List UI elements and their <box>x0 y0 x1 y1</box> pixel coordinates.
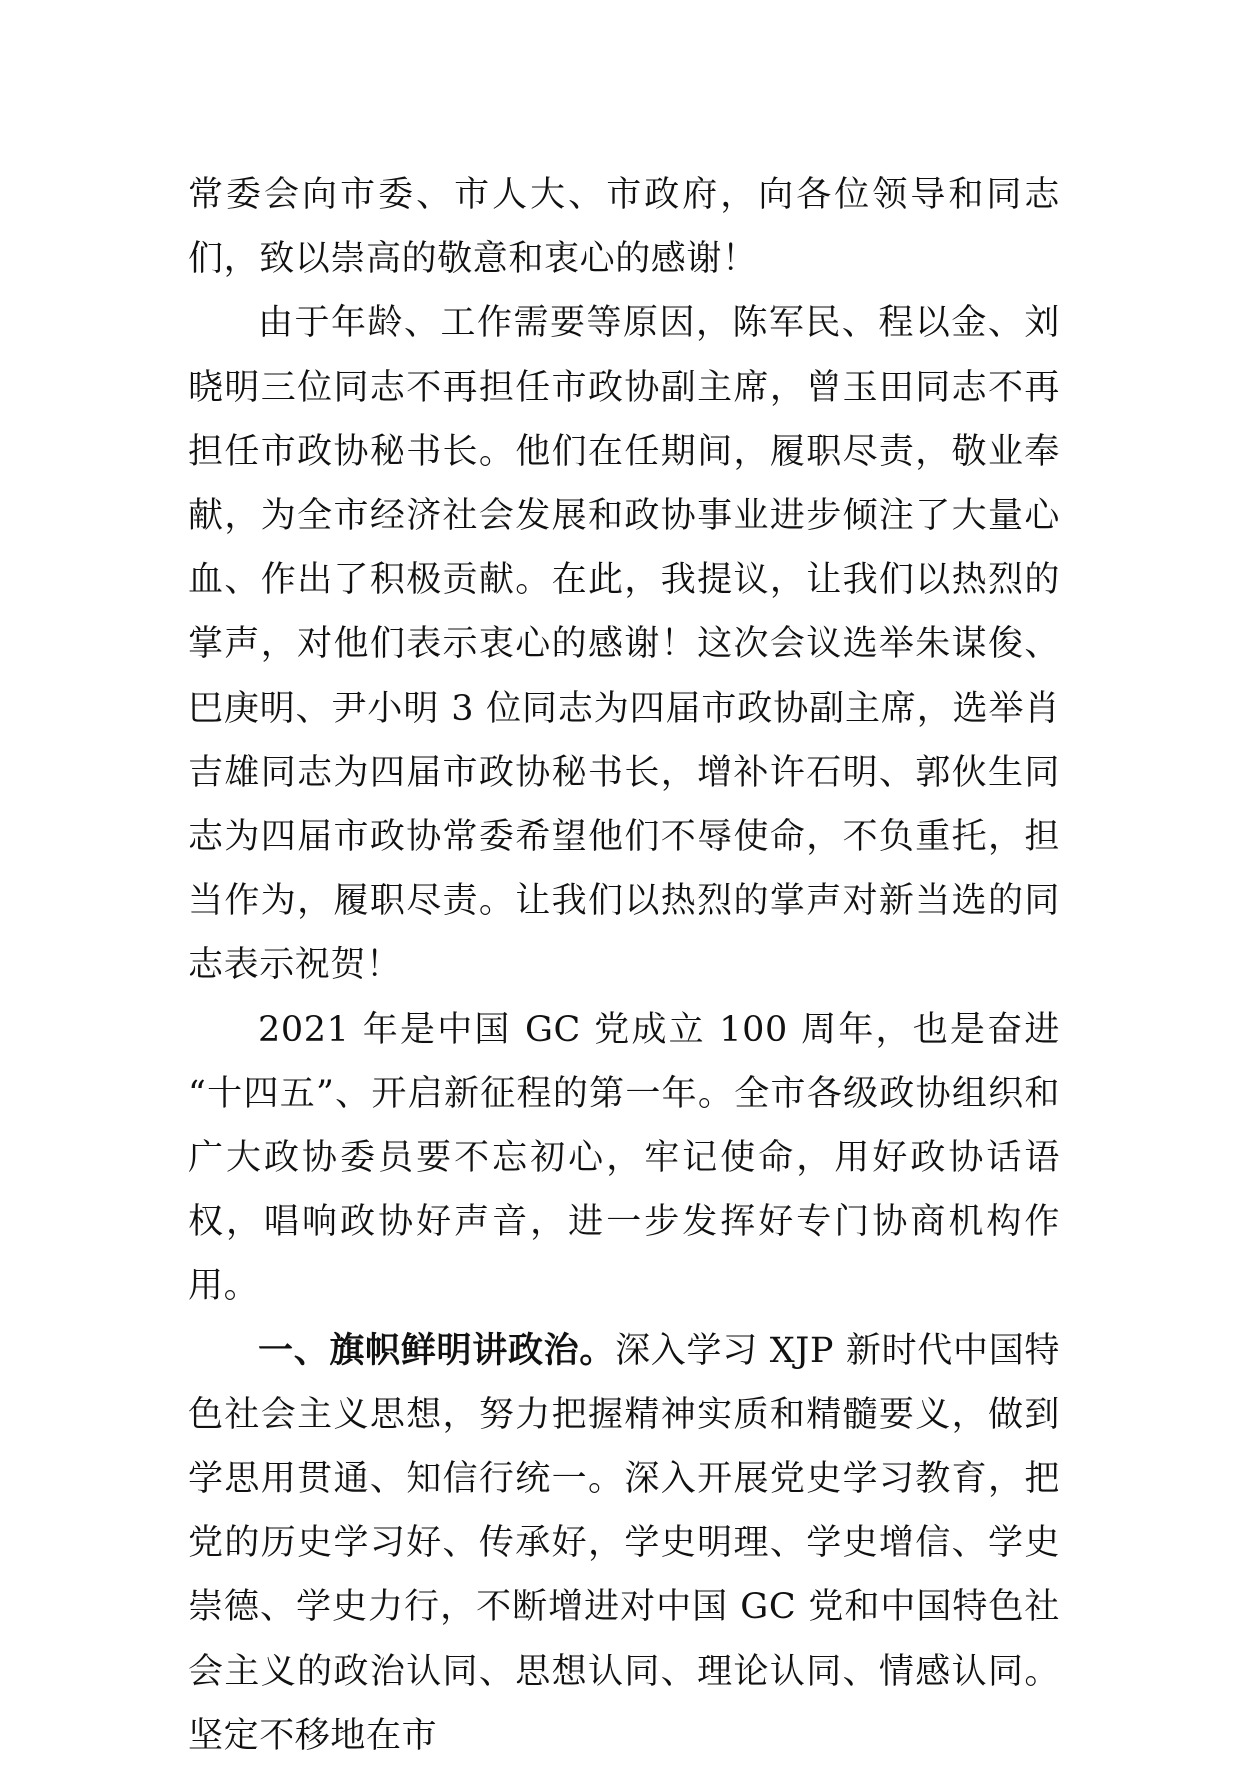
paragraph-text: 由于年龄、工作需要等原因，陈军民、程以金、刘晓明三位同志不再担任市政协副主席，曾玉田同志不再担任市政协秘书长。他们在任期间，履职尽责，敬业奉献，为全市经济社会发展和政协事业进步倾注了大量心血、作出了积极贡献。在此，我提议，让我们以热烈的掌声，对他们表示衷心的感谢！这次会议选举朱谋俊、巴庚明、尹小明 3 位同志为四届市政协副主席，选举肖吉雄同志为四届市政协秘书长，增补许石明、郭伙生同志为四届市政协常委希望他们不辱使命，不负重托，担当作为，履职尽责。让我们以热烈的掌声对新当选的同志表示祝贺！ <box>188 303 1060 986</box>
paragraph-text: 深入学习 XJP 新时代中国特色社会主义思想，努力把握精神实质和精髓要义，做到学思用贯通、知信行统一。深入开展党史学习教育，把党的历史学习好、传承好，学史明理、学史增信、学史崇德、学史力行，不断增进对中国 GC 党和中国特色社会主义的政治认同、思想认同、理论认同、情感认同。坚定不移地在市 <box>188 1330 1060 1756</box>
paragraph-closing-thanks <box>188 163 1060 291</box>
document-body <box>188 163 1060 1768</box>
section-heading: 一、旗帜鲜明讲政治。 <box>258 1329 616 1371</box>
paragraph-2021-goals <box>188 998 1060 1319</box>
paragraph-text: 2021 年是中国 GC 党成立 100 周年，也是奋进 “十四五”、开启新征程的第一年。全市各级政协组织和广大政协委员要不忘初心，牢记使命，用好政协话语权，唱响政协好声音，进一步发挥好专门协商机构作用。 <box>188 1009 1060 1307</box>
paragraph-section-one <box>188 1319 1060 1768</box>
paragraph-text: 常委会向市委、市人大、市政府，向各位领导和同志们，致以崇高的敬意和衷心的感谢！ <box>188 175 1060 280</box>
paragraph-personnel-changes <box>188 291 1060 997</box>
